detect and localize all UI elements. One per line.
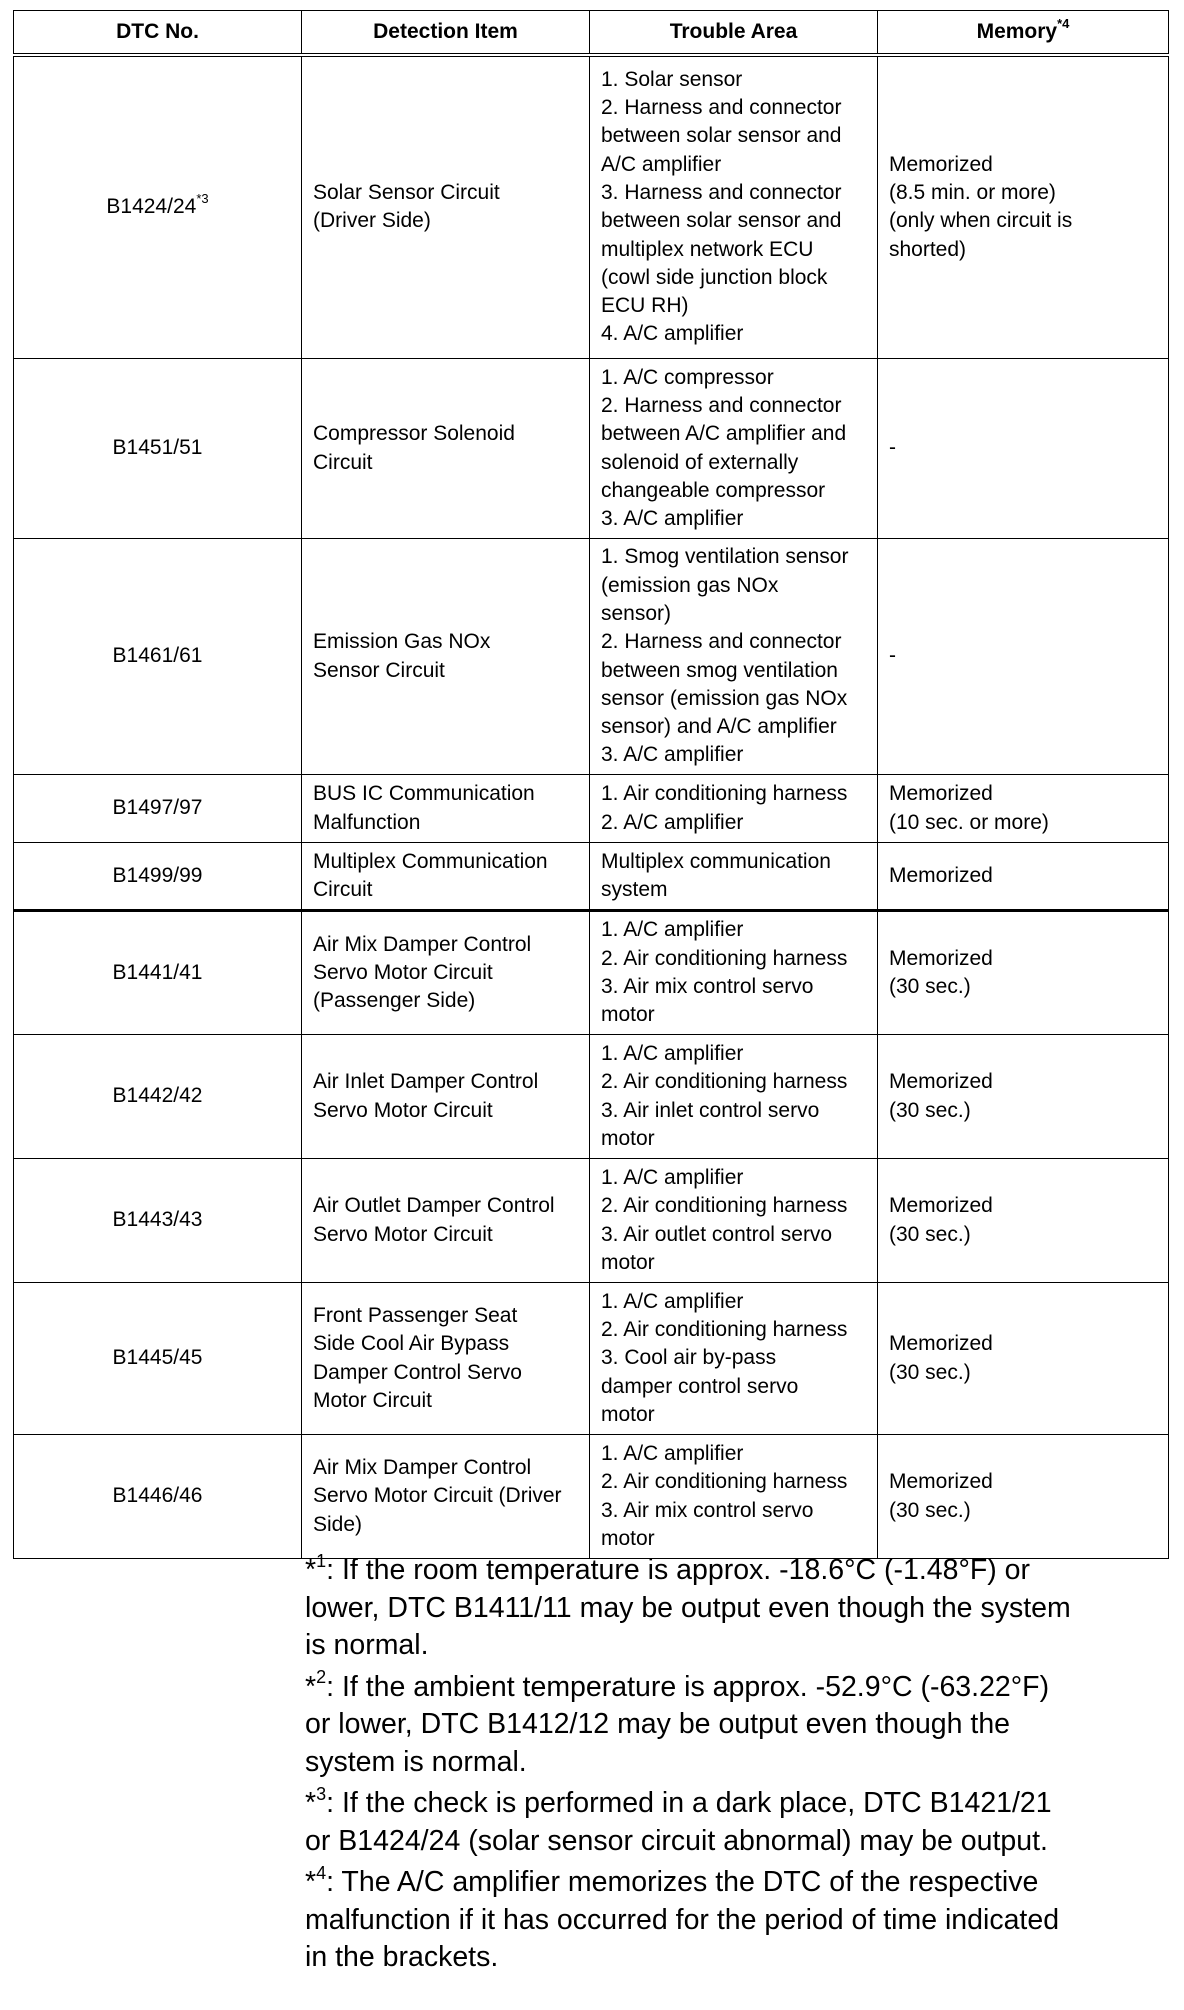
trouble-area-cell: [590, 843, 878, 911]
item-line: Air Mix Damper Control: [313, 932, 532, 956]
trouble-area-cell: [590, 359, 878, 539]
header-trouble-area: Trouble Area: [590, 11, 878, 55]
header-memory: Memory$^{*4}$: [878, 11, 1169, 55]
area-line: damper control servo: [601, 1374, 799, 1398]
detection-item-cell: [302, 911, 590, 1035]
table-row: [14, 539, 1169, 775]
item-line: Air Inlet Damper Control: [313, 1070, 539, 1094]
area-line: A/C amplifier: [601, 152, 722, 176]
dtc-table: [13, 10, 1169, 1559]
area-line: 2. Harness and connector: [601, 393, 842, 417]
area-line: changeable compressor: [601, 478, 826, 502]
memory-line: (30 sec.): [889, 1098, 971, 1122]
detection-item-cell: [302, 775, 590, 843]
table-row: [14, 1283, 1169, 1435]
item-line: Servo Motor Circuit: [313, 1222, 493, 1246]
item-line: BUS IC Communication: [313, 782, 535, 806]
footnotes: [305, 1552, 1175, 1981]
area-line: Multiplex communication: [601, 849, 831, 873]
footnote-line: : If the ambient temperature is approx. -52.9°C (-63.22°F): [326, 1670, 1050, 1703]
area-line: 3. Air outlet control servo: [601, 1222, 833, 1246]
memory-line: Memorized: [889, 863, 993, 887]
area-line: 1. A/C compressor: [601, 365, 774, 389]
area-line: 1. A/C amplifier: [601, 1289, 744, 1313]
footnote-line: system is normal.: [305, 1745, 527, 1778]
memory-cell: [878, 775, 1169, 843]
memory-cell: [878, 359, 1169, 539]
table-row: [14, 775, 1169, 843]
item-line: Compressor Solenoid: [313, 422, 515, 446]
area-line: 3. A/C amplifier: [601, 743, 744, 767]
footnote-number: 2: [316, 1667, 327, 1687]
detection-item-cell: [302, 1435, 590, 1559]
footnote-number: 1: [316, 1550, 327, 1571]
dtc-code-cell: [14, 539, 302, 775]
detection-item-cell: [302, 359, 590, 539]
area-line: motor: [601, 1003, 655, 1027]
memory-line: (30 sec.): [889, 1498, 971, 1522]
trouble-area-cell: [590, 539, 878, 775]
memory-cell: [878, 1283, 1169, 1435]
detection-item-cell: [302, 55, 590, 359]
memory-cell: [878, 55, 1169, 359]
footnote: [305, 1864, 1175, 1977]
footnote: [305, 1785, 1175, 1860]
dtc-code-cell: [14, 1283, 302, 1435]
memory-cell: [878, 1159, 1169, 1283]
footnote-line: : If the room temperature is approx. -18.6°C (-1.48°F) or: [326, 1554, 1031, 1586]
area-line: between smog ventilation: [601, 658, 838, 682]
footnote-number: 3: [316, 1783, 327, 1804]
memory-line: -: [889, 436, 896, 460]
area-line: 1. A/C amplifier: [601, 918, 744, 942]
area-line: (cowl side junction block: [601, 265, 828, 289]
area-line: ECU RH): [601, 294, 689, 318]
dtc-code: B1446/46: [112, 1484, 203, 1508]
memory-line: Memorized: [889, 152, 993, 176]
dtc-code-cell: [14, 1435, 302, 1559]
area-line: 2. Air conditioning harness: [601, 1470, 848, 1494]
area-line: system: [601, 878, 668, 901]
area-line: 3. Air mix control servo: [601, 975, 814, 998]
detection-item-cell: [302, 843, 590, 911]
footnote-asterisk: *: [305, 1670, 317, 1703]
memory-line: (only when circuit is: [889, 209, 1073, 233]
table-row: [14, 359, 1169, 539]
area-line: sensor): [601, 601, 672, 625]
memory-line: (30 sec.): [889, 1222, 971, 1246]
area-line: 3. A/C amplifier: [601, 507, 744, 531]
area-line: 2. Air conditioning harness: [601, 1070, 848, 1094]
table-row: [14, 911, 1169, 1035]
item-line: Side): [313, 1512, 363, 1536]
dtc-code: B1461/61: [112, 644, 203, 668]
area-line: 3. Air mix control servo: [601, 1498, 814, 1522]
trouble-area-cell: [590, 1283, 878, 1435]
area-line: 2. Air conditioning harness: [601, 1318, 848, 1342]
item-line: Motor Circuit: [313, 1388, 433, 1412]
item-line: Circuit: [313, 450, 373, 474]
area-line: motor: [601, 1402, 655, 1426]
area-line: (emission gas NOx: [601, 573, 779, 597]
dtc-code: B1451/51: [112, 436, 203, 460]
memory-cell: [878, 1035, 1169, 1159]
area-line: 2. Harness and connector: [601, 96, 842, 120]
footnote-line: : The A/C amplifier memorizes the DTC of the respective: [326, 1866, 1039, 1898]
memory-line: Memorized: [889, 946, 993, 970]
memory-cell: [878, 1435, 1169, 1559]
dtc-code-cell: [14, 1035, 302, 1159]
area-line: sensor) and A/C amplifier: [601, 715, 837, 739]
table-row: [14, 1035, 1169, 1159]
footnote-number: 4: [316, 1862, 327, 1883]
item-line: Emission Gas NOx: [313, 630, 491, 654]
footnote-line: malfunction if it has occurred for the period of time indicated: [305, 1903, 1060, 1936]
dtc-code-cell: [14, 1159, 302, 1283]
dtc-code-footnote-mark: *3: [196, 191, 209, 207]
area-line: 1. A/C amplifier: [601, 1041, 744, 1065]
dtc-code: B1441/41: [112, 960, 203, 984]
memory-line: (30 sec.): [889, 1360, 971, 1384]
table-row: [14, 55, 1169, 359]
item-line: Solar Sensor Circuit: [313, 180, 500, 204]
item-line: Sensor Circuit: [313, 658, 445, 682]
area-line: 1. A/C amplifier: [601, 1441, 744, 1465]
footnote-asterisk: *: [305, 1787, 317, 1819]
area-line: between solar sensor and: [601, 124, 842, 148]
item-line: Malfunction: [313, 810, 421, 834]
trouble-area-cell: [590, 55, 878, 359]
footnote: [305, 1669, 1175, 1782]
memory-line: Memorized: [889, 1070, 993, 1094]
area-line: 3. Harness and connector: [601, 180, 842, 204]
dtc-code: B1497/97: [112, 796, 203, 820]
area-line: motor: [601, 1526, 655, 1550]
area-line: 2. A/C amplifier: [601, 810, 744, 834]
memory-line: (10 sec. or more): [889, 810, 1049, 834]
dtc-code-cell: [14, 359, 302, 539]
area-line: 3. Cool air by-pass: [601, 1346, 777, 1370]
item-line: (Passenger Side): [313, 989, 476, 1013]
table-row: [14, 1159, 1169, 1283]
area-line: 2. Harness and connector: [601, 630, 842, 654]
header-dtc-no: DTC No.: [14, 11, 302, 55]
area-line: 2. Air conditioning harness: [601, 1194, 848, 1218]
dtc-code-cell: [14, 775, 302, 843]
trouble-area-cell: [590, 911, 878, 1035]
item-line: Servo Motor Circuit: [313, 1098, 493, 1122]
table-row: [14, 1435, 1169, 1559]
memory-line: (8.5 min. or more): [889, 180, 1056, 204]
memory-line: Memorized: [889, 1194, 993, 1218]
memory-line: -: [889, 644, 896, 668]
dtc-code: B1445/45: [112, 1346, 203, 1370]
detection-item-cell: [302, 1159, 590, 1283]
item-line: Air Mix Damper Control: [313, 1456, 532, 1480]
memory-cell: [878, 539, 1169, 775]
footnote-line: lower, DTC B1411/11 may be output even though the system: [305, 1591, 1071, 1624]
dtc-code: B1442/42: [112, 1084, 203, 1108]
memory-line: shorted): [889, 237, 967, 261]
area-line: 2. Air conditioning harness: [601, 946, 848, 970]
area-line: 1. Smog ventilation sensor: [601, 545, 849, 569]
detection-item-cell: [302, 1035, 590, 1159]
header-detection-item: Detection Item: [302, 11, 590, 55]
footnote-line: : If the check is performed in a dark place, DTC B1421/21: [326, 1787, 1052, 1819]
item-line: Servo Motor Circuit: [313, 960, 493, 984]
dtc-code: B1424/24: [106, 195, 197, 219]
dtc-code-cell: [14, 55, 302, 359]
area-line: motor: [601, 1126, 655, 1150]
memory-line: Memorized: [889, 1332, 993, 1356]
area-line: motor: [601, 1250, 655, 1274]
item-line: Air Outlet Damper Control: [313, 1194, 555, 1218]
area-line: multiplex network ECU: [601, 237, 814, 261]
trouble-area-cell: [590, 1159, 878, 1283]
footnote-asterisk: *: [305, 1554, 317, 1586]
item-line: Front Passenger Seat: [313, 1303, 518, 1327]
area-line: sensor (emission gas NOx: [601, 686, 848, 710]
memory-cell: [878, 911, 1169, 1035]
table-body: [14, 55, 1169, 1559]
footnote-line: in the brackets.: [305, 1941, 499, 1973]
memory-line: Memorized: [889, 782, 993, 806]
area-line: 1. Solar sensor: [601, 67, 743, 91]
item-line: Side Cool Air Bypass: [313, 1332, 510, 1356]
footnote-line: is normal.: [305, 1629, 429, 1661]
memory-line: Memorized: [889, 1470, 993, 1494]
detection-item-cell: [302, 539, 590, 775]
item-line: Servo Motor Circuit (Driver: [313, 1484, 562, 1508]
footnote-line: or B1424/24 (solar sensor circuit abnormal) may be output.: [305, 1824, 1048, 1857]
item-line: Multiplex Communication: [313, 849, 548, 873]
footnote-line: or lower, DTC B1412/12 may be output even though the: [305, 1708, 1011, 1740]
area-line: 1. A/C amplifier: [601, 1165, 744, 1189]
item-line: Damper Control Servo: [313, 1360, 522, 1384]
memory-cell: [878, 843, 1169, 911]
dtc-code-cell: [14, 843, 302, 911]
area-line: between A/C amplifier and: [601, 422, 847, 446]
area-line: solenoid of externally: [601, 450, 799, 474]
memory-line: (30 sec.): [889, 975, 971, 998]
footnote: [305, 1552, 1175, 1665]
table-header-row: [14, 11, 1169, 55]
dtc-code: B1443/43: [112, 1208, 203, 1232]
item-line: Circuit: [313, 878, 373, 901]
trouble-area-cell: [590, 1035, 878, 1159]
dtc-code: B1499/99: [112, 863, 203, 887]
trouble-area-cell: [590, 775, 878, 843]
area-line: between solar sensor and: [601, 209, 842, 233]
footnote-asterisk: *: [305, 1866, 317, 1898]
item-line: (Driver Side): [313, 209, 431, 233]
area-line: 3. Air inlet control servo: [601, 1098, 820, 1122]
area-line: 1. Air conditioning harness: [601, 782, 848, 806]
area-line: 4. A/C amplifier: [601, 322, 744, 346]
dtc-code-cell: [14, 911, 302, 1035]
detection-item-cell: [302, 1283, 590, 1435]
table-row: [14, 843, 1169, 911]
trouble-area-cell: [590, 1435, 878, 1559]
